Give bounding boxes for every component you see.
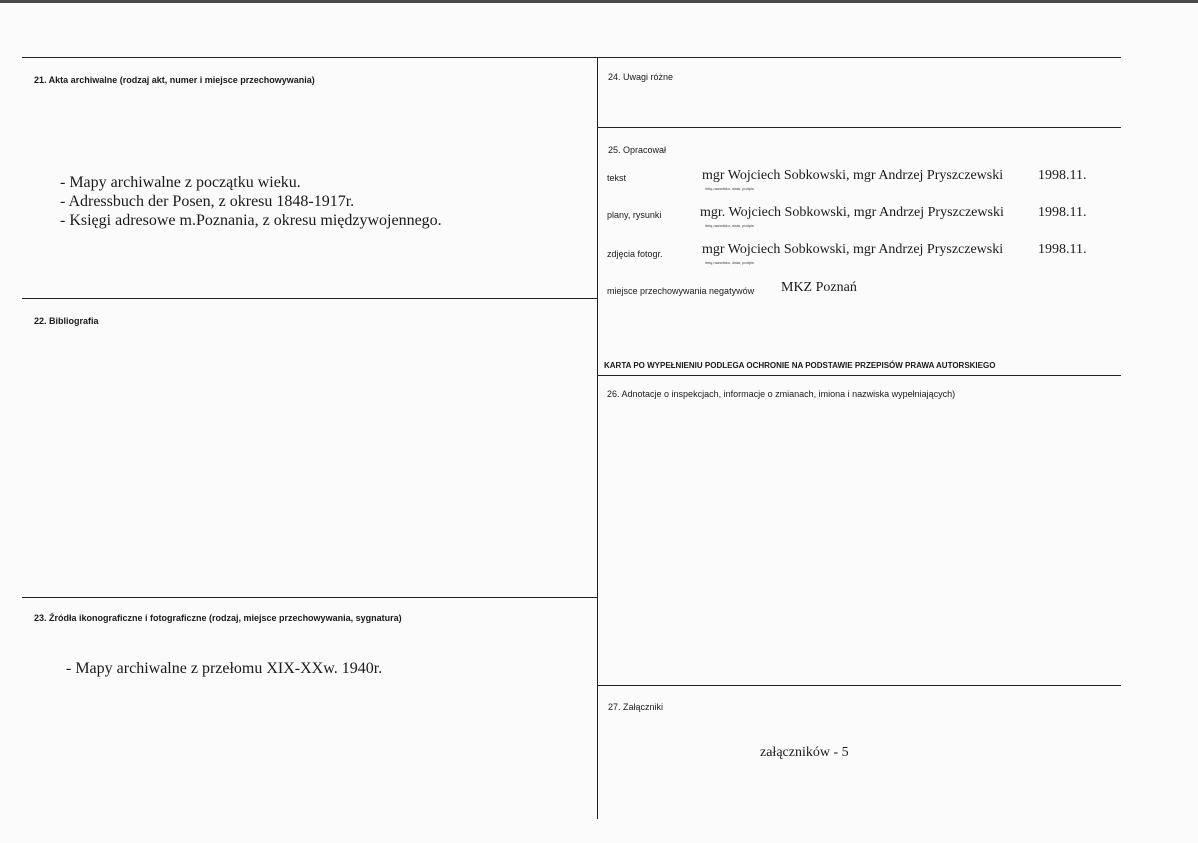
section-24-label: 24. Uwagi różne — [608, 72, 674, 82]
scan-top-edge — [0, 0, 1198, 3]
section-23-label: 23. Źródła ikonograficzne i fotograficzne (rodzaj, miejsce przechowywania, sygnatura) — [34, 613, 402, 623]
row-label-tekst: tekst — [607, 173, 627, 183]
section-21-label: 21. Akta archiwalne (rodzaj akt, numer i miejsce przechowywania) — [34, 75, 315, 85]
section-23-item: - Mapy archiwalne z przełomu XIX-XXw. 1940r. — [66, 660, 383, 677]
row-label-zdjecia: zdjęcia fotogr. — [607, 249, 663, 259]
section-25-label: 25. Opracował — [608, 145, 667, 155]
section-27-label: 27. Załączniki — [608, 702, 664, 712]
rule-26-27 — [597, 685, 1121, 686]
rule-22-23 — [22, 597, 597, 598]
section-26-label: 26. Adnotacje o inspekcjach, informacje o zmianach, imiona i nazwiska wypełniających) — [607, 389, 956, 399]
rule-21-22 — [22, 298, 597, 299]
attachments-count: załączników - 5 — [760, 745, 849, 760]
rule-25-26 — [597, 375, 1121, 376]
signature-caption: imię,nazwisko, data, podpis — [705, 223, 754, 228]
copyright-notice: KARTA PO WYPEŁNIENIU PODLEGA OCHRONIE NA PODSTAWIE PRZEPISÓW PRAWA AUTORSKIEGO — [604, 361, 996, 370]
signature-caption: imię,nazwisko, data, podpis — [705, 186, 754, 191]
negatives-value: MKZ Poznań — [781, 280, 857, 295]
section-22-label: 22. Bibliografia — [34, 316, 99, 326]
signature-caption: imię,nazwisko, data, podpis — [705, 260, 754, 265]
author-names: mgr Wojciech Sobkowski, mgr Andrzej Pryszczewski — [702, 242, 1004, 257]
row-date: 1998.11. — [1038, 242, 1087, 257]
section-21-item: - Mapy archiwalne z początku wieku. — [60, 174, 301, 191]
rule-24-25 — [597, 127, 1121, 128]
center-divider — [597, 57, 598, 819]
section-21-item: - Księgi adresowe m.Poznania, z okresu międzywojennego. — [60, 212, 442, 229]
author-names: mgr. Wojciech Sobkowski, mgr Andrzej Pryszczewski — [700, 205, 1004, 220]
negatives-label: miejsce przechowywania negatywów — [607, 286, 755, 296]
row-label-plany: plany, rysunki — [607, 210, 662, 220]
row-date: 1998.11. — [1038, 168, 1087, 183]
section-21-item: - Adressbuch der Posen, z okresu 1848-1917r. — [60, 193, 355, 210]
row-date: 1998.11. — [1038, 205, 1087, 220]
author-names: mgr Wojciech Sobkowski, mgr Andrzej Pryszczewski — [702, 168, 1004, 183]
top-rule — [22, 57, 1121, 58]
